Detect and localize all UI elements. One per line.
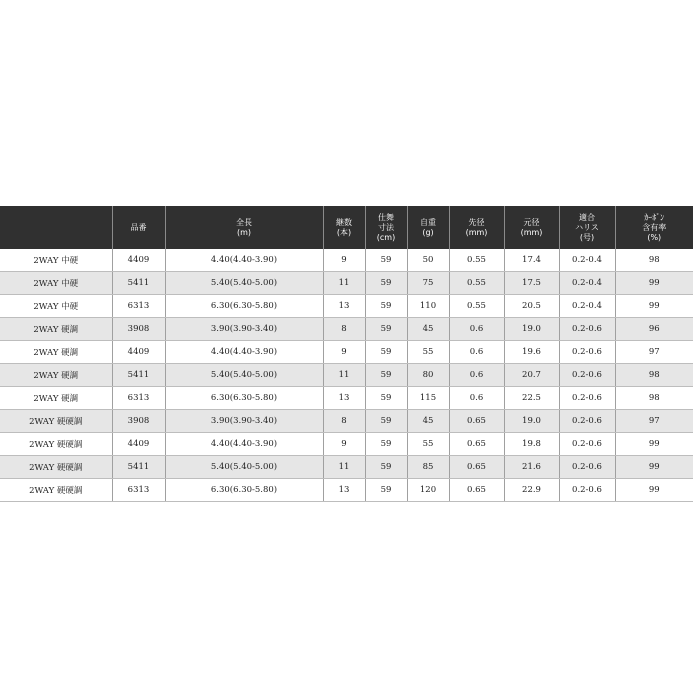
table-row	[0, 341, 693, 364]
cell-part-number: 6313	[112, 295, 165, 318]
cell-sections: 11	[323, 272, 365, 295]
cell-tip-diameter: 0.65	[449, 456, 504, 479]
cell-part-number: 5411	[112, 456, 165, 479]
cell-closed-length: 59	[365, 410, 407, 433]
cell-line-rating: 0.2-0.6	[559, 364, 615, 387]
cell-butt-diameter: 17.5	[504, 272, 559, 295]
cell-part-number: 3908	[112, 410, 165, 433]
cell-series: 2WAY 硬調	[0, 341, 112, 364]
cell-carbon-content: 99	[615, 433, 693, 456]
cell-series: 2WAY 中硬	[0, 272, 112, 295]
cell-weight: 80	[407, 364, 449, 387]
header-part-number: 品番	[112, 206, 165, 249]
header-sections: 継数 (本)	[323, 206, 365, 249]
cell-butt-diameter: 19.0	[504, 318, 559, 341]
cell-butt-diameter: 19.8	[504, 433, 559, 456]
cell-line-rating: 0.2-0.6	[559, 479, 615, 502]
cell-tip-diameter: 0.6	[449, 318, 504, 341]
cell-carbon-content: 98	[615, 387, 693, 410]
cell-sections: 8	[323, 410, 365, 433]
cell-closed-length: 59	[365, 387, 407, 410]
cell-carbon-content: 96	[615, 318, 693, 341]
cell-tip-diameter: 0.55	[449, 249, 504, 272]
cell-sections: 13	[323, 295, 365, 318]
cell-part-number: 4409	[112, 433, 165, 456]
cell-butt-diameter: 20.5	[504, 295, 559, 318]
cell-butt-diameter: 22.5	[504, 387, 559, 410]
cell-total-length: 4.40(4.40-3.90)	[165, 341, 323, 364]
header-tip-diameter: 先径 (mm)	[449, 206, 504, 249]
table-row	[0, 249, 693, 272]
cell-carbon-content: 99	[615, 479, 693, 502]
table-row	[0, 295, 693, 318]
cell-part-number: 5411	[112, 364, 165, 387]
cell-series: 2WAY 硬硬調	[0, 456, 112, 479]
cell-sections: 9	[323, 433, 365, 456]
cell-sections: 8	[323, 318, 365, 341]
cell-part-number: 3908	[112, 318, 165, 341]
cell-tip-diameter: 0.55	[449, 272, 504, 295]
cell-weight: 75	[407, 272, 449, 295]
cell-closed-length: 59	[365, 479, 407, 502]
cell-carbon-content: 98	[615, 249, 693, 272]
table-row	[0, 410, 693, 433]
cell-series: 2WAY 硬硬調	[0, 479, 112, 502]
cell-closed-length: 59	[365, 272, 407, 295]
cell-butt-diameter: 19.6	[504, 341, 559, 364]
cell-closed-length: 59	[365, 295, 407, 318]
cell-total-length: 5.40(5.40-5.00)	[165, 272, 323, 295]
cell-carbon-content: 97	[615, 341, 693, 364]
cell-part-number: 6313	[112, 479, 165, 502]
cell-tip-diameter: 0.65	[449, 433, 504, 456]
cell-weight: 55	[407, 433, 449, 456]
header-line-rating: 適合 ハリス (号)	[559, 206, 615, 249]
cell-carbon-content: 98	[615, 364, 693, 387]
spec-table	[0, 206, 693, 502]
cell-series: 2WAY 中硬	[0, 249, 112, 272]
cell-sections: 9	[323, 249, 365, 272]
table-row	[0, 272, 693, 295]
cell-total-length: 6.30(6.30-5.80)	[165, 387, 323, 410]
cell-total-length: 6.30(6.30-5.80)	[165, 295, 323, 318]
header-carbon-content: ｶｰﾎﾞﾝ 含有率 (%)	[615, 206, 693, 249]
cell-sections: 11	[323, 456, 365, 479]
cell-tip-diameter: 0.55	[449, 295, 504, 318]
cell-series: 2WAY 中硬	[0, 295, 112, 318]
header-closed-length: 仕舞 寸法 (cm)	[365, 206, 407, 249]
cell-carbon-content: 97	[615, 410, 693, 433]
table-body	[0, 249, 693, 502]
cell-closed-length: 59	[365, 341, 407, 364]
header-weight: 自重 (g)	[407, 206, 449, 249]
cell-tip-diameter: 0.65	[449, 410, 504, 433]
table-row	[0, 433, 693, 456]
cell-butt-diameter: 19.0	[504, 410, 559, 433]
cell-series: 2WAY 硬調	[0, 387, 112, 410]
cell-line-rating: 0.2-0.6	[559, 387, 615, 410]
cell-carbon-content: 99	[615, 456, 693, 479]
table-row	[0, 479, 693, 502]
header-total-length: 全長 (m)	[165, 206, 323, 249]
cell-weight: 50	[407, 249, 449, 272]
cell-line-rating: 0.2-0.6	[559, 456, 615, 479]
cell-line-rating: 0.2-0.4	[559, 272, 615, 295]
cell-closed-length: 59	[365, 364, 407, 387]
cell-line-rating: 0.2-0.6	[559, 410, 615, 433]
cell-total-length: 4.40(4.40-3.90)	[165, 249, 323, 272]
cell-sections: 11	[323, 364, 365, 387]
cell-tip-diameter: 0.6	[449, 387, 504, 410]
cell-weight: 120	[407, 479, 449, 502]
cell-line-rating: 0.2-0.4	[559, 249, 615, 272]
cell-butt-diameter: 22.9	[504, 479, 559, 502]
cell-line-rating: 0.2-0.4	[559, 295, 615, 318]
cell-carbon-content: 99	[615, 295, 693, 318]
cell-closed-length: 59	[365, 249, 407, 272]
cell-sections: 9	[323, 341, 365, 364]
header-series	[0, 206, 112, 249]
cell-series: 2WAY 硬調	[0, 318, 112, 341]
table-row	[0, 387, 693, 410]
cell-weight: 45	[407, 410, 449, 433]
cell-series: 2WAY 硬調	[0, 364, 112, 387]
cell-part-number: 6313	[112, 387, 165, 410]
cell-butt-diameter: 17.4	[504, 249, 559, 272]
cell-total-length: 5.40(5.40-5.00)	[165, 456, 323, 479]
cell-weight: 45	[407, 318, 449, 341]
cell-butt-diameter: 21.6	[504, 456, 559, 479]
cell-series: 2WAY 硬硬調	[0, 410, 112, 433]
table-row	[0, 318, 693, 341]
cell-part-number: 4409	[112, 341, 165, 364]
cell-tip-diameter: 0.65	[449, 479, 504, 502]
cell-weight: 110	[407, 295, 449, 318]
table-row	[0, 456, 693, 479]
cell-total-length: 3.90(3.90-3.40)	[165, 410, 323, 433]
cell-sections: 13	[323, 479, 365, 502]
cell-tip-diameter: 0.6	[449, 364, 504, 387]
cell-line-rating: 0.2-0.6	[559, 341, 615, 364]
cell-carbon-content: 99	[615, 272, 693, 295]
cell-total-length: 5.40(5.40-5.00)	[165, 364, 323, 387]
cell-butt-diameter: 20.7	[504, 364, 559, 387]
header-butt-diameter: 元径 (mm)	[504, 206, 559, 249]
cell-weight: 85	[407, 456, 449, 479]
cell-part-number: 4409	[112, 249, 165, 272]
cell-weight: 55	[407, 341, 449, 364]
table-row	[0, 364, 693, 387]
cell-closed-length: 59	[365, 433, 407, 456]
cell-total-length: 3.90(3.90-3.40)	[165, 318, 323, 341]
cell-closed-length: 59	[365, 456, 407, 479]
cell-total-length: 4.40(4.40-3.90)	[165, 433, 323, 456]
cell-series: 2WAY 硬硬調	[0, 433, 112, 456]
cell-tip-diameter: 0.6	[449, 341, 504, 364]
cell-sections: 13	[323, 387, 365, 410]
cell-line-rating: 0.2-0.6	[559, 433, 615, 456]
cell-total-length: 6.30(6.30-5.80)	[165, 479, 323, 502]
cell-part-number: 5411	[112, 272, 165, 295]
cell-weight: 115	[407, 387, 449, 410]
cell-closed-length: 59	[365, 318, 407, 341]
cell-line-rating: 0.2-0.6	[559, 318, 615, 341]
header-row	[0, 206, 693, 249]
